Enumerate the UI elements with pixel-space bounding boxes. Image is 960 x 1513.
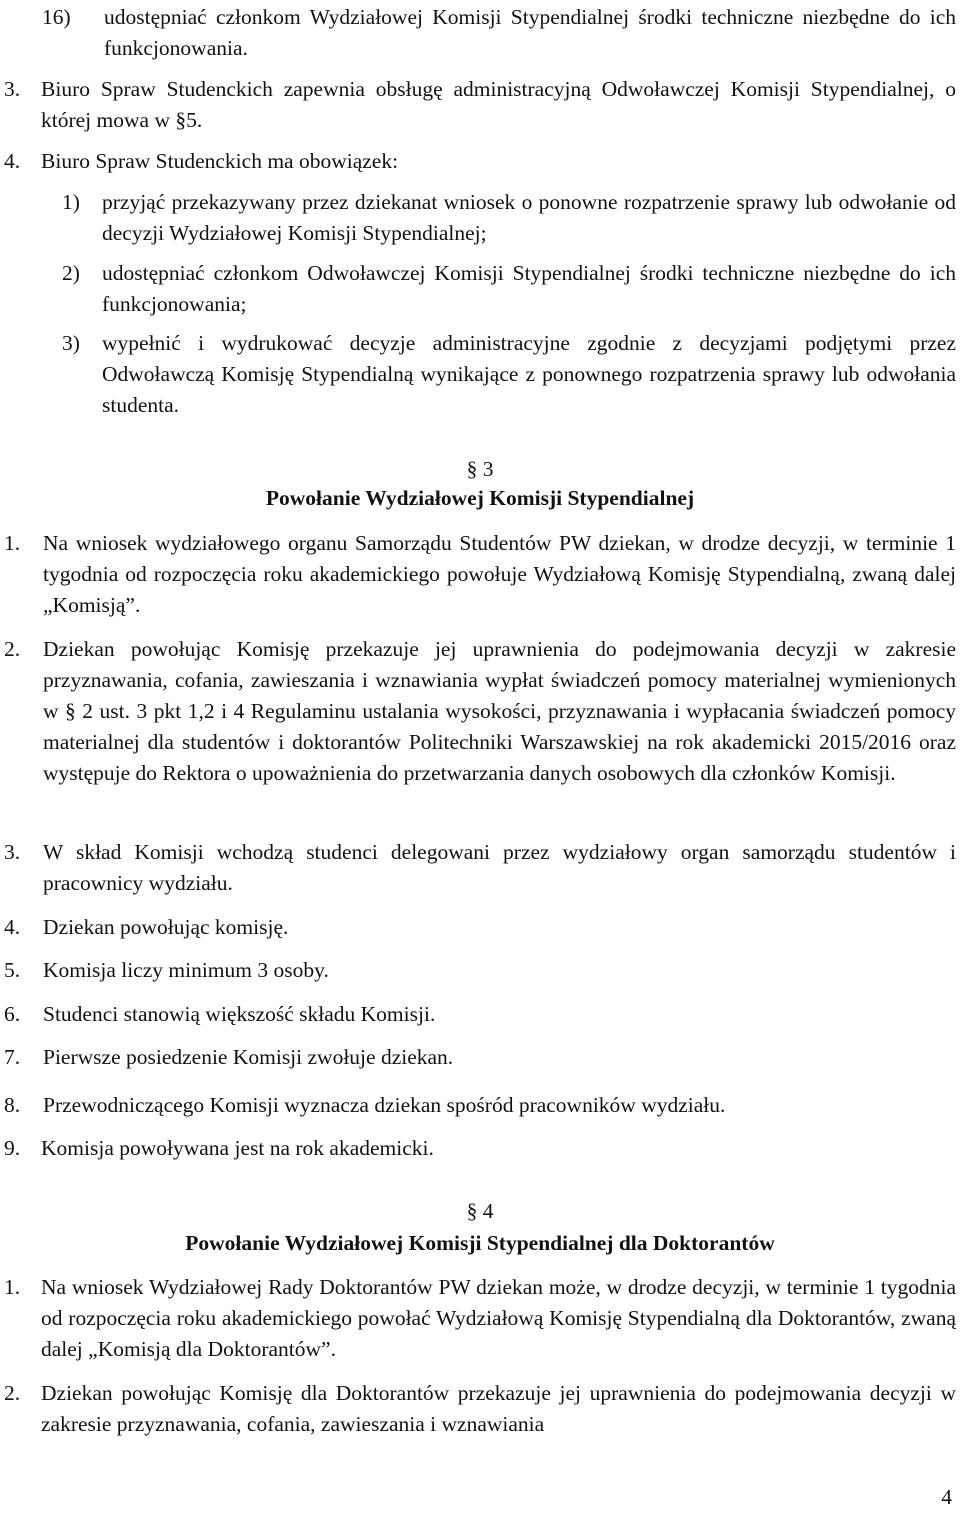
s3-paragraph-1: [4, 528, 956, 621]
item-number: 16): [42, 5, 71, 29]
page-number: 4: [941, 1485, 952, 1509]
paragraph-text: Studenci stanowią większość składu Komisji.: [43, 1002, 436, 1026]
list-item-1: [62, 187, 956, 249]
paragraph-3: [4, 74, 956, 136]
paragraph-text: Dziekan powołując Komisję przekazuje jej uprawnienia do podejmowania decyzji w zakresie przyznawania, cofania, zawieszania i wznawiania wypłat świadczeń pomocy materialnej wymienionych w § 2 ust. 3 pkt 1,2 i 4 Regulaminu ustalania wysokości, przyznawania i wypłacania świadczeń pomocy materialnej dla studentów i doktorantów Politechniki Warszawskiej na rok akademicki 2015/2016 oraz występuje do Rektora o upoważnienia do przetwarzania danych osobowych dla członków Komisji.: [43, 637, 956, 785]
s3-paragraph-3: [4, 837, 956, 899]
s3-paragraph-9: [4, 1133, 956, 1164]
s3-paragraph-6: [4, 999, 956, 1030]
paragraph-number: 5.: [4, 958, 21, 982]
paragraph-number: 2.: [4, 637, 21, 661]
paragraph-number: 4.: [4, 915, 21, 939]
item-number: 2): [62, 261, 80, 285]
s3-paragraph-5: [4, 955, 956, 986]
section-3-title: Powołanie Wydziałowej Komisji Stypendialnej: [265, 486, 695, 510]
item-text: wypełnić i wydrukować decyzje administracyjne zgodnie z decyzjami podjętymi przez Odwoławczą Komisję Stypendialną wynikające z ponownego rozpatrzenia sprawy lub odwołania studenta.: [102, 331, 956, 417]
paragraph-number: 9.: [4, 1136, 21, 1160]
item-number: 3): [62, 331, 80, 355]
paragraph-text: Przewodniczącego Komisji wyznacza dziekan spośród pracowników wydziału.: [43, 1093, 726, 1117]
paragraph-4: [4, 146, 956, 177]
s3-paragraph-7: [4, 1042, 956, 1073]
paragraph-text: Dziekan powołując komisję.: [43, 915, 289, 939]
list-item-3: [62, 328, 956, 421]
s3-paragraph-2: [4, 634, 956, 789]
item-text: udostępniać członkom Odwoławczej Komisji Stypendialnej środki techniczne niezbędne do ich funkcjonowania;: [102, 261, 956, 316]
s3-paragraph-4: [4, 912, 956, 943]
s4-paragraph-2: [4, 1378, 956, 1440]
section-sign-3: § 3: [466, 457, 494, 481]
s3-paragraph-8: [4, 1090, 956, 1121]
paragraph-number: 6.: [4, 1002, 21, 1026]
paragraph-text: Na wniosek Wydziałowej Rady Doktorantów PW dziekan może, w drodze decyzji, w terminie 1 tygodnia od rozpoczęcia roku akademickiego powołać Wydziałową Komisję Stypendialną dla Doktorantów, zwaną dalej „Komisją dla Doktorantów”.: [41, 1275, 956, 1361]
paragraph-number: 1.: [4, 1275, 21, 1299]
section-sign-4: § 4: [466, 1199, 494, 1223]
item-number: 1): [62, 190, 80, 214]
paragraph-number: 1.: [4, 531, 21, 555]
item-text: udostępniać członkom Wydziałowej Komisji Stypendialnej środki techniczne niezbędne do ich funkcjonowania.: [104, 5, 956, 60]
paragraph-number: 2.: [4, 1381, 21, 1405]
paragraph-text: Komisja powoływana jest na rok akademicki.: [41, 1136, 434, 1160]
section-4-title: Powołanie Wydziałowej Komisji Stypendialnej dla Doktorantów: [185, 1231, 775, 1255]
paragraph-text: Pierwsze posiedzenie Komisji zwołuje dziekan.: [43, 1045, 454, 1069]
paragraph-text: Komisja liczy minimum 3 osoby.: [43, 958, 329, 982]
item-text: przyjąć przekazywany przez dziekanat wniosek o ponowne rozpatrzenie sprawy lub odwołanie od decyzji Wydziałowej Komisji Stypendialnej;: [102, 190, 956, 245]
paragraph-number: 8.: [4, 1093, 21, 1117]
paragraph-text: Na wniosek wydziałowego organu Samorządu Studentów PW dziekan, w drodze decyzji, w terminie 1 tygodnia od rozpoczęcia roku akademickiego powołuje Wydziałową Komisję Stypendialną, zwaną dalej „Komisją”.: [43, 531, 956, 617]
paragraph-text: W skład Komisji wchodzą studenci delegowani przez wydziałowy organ samorządu studentów i pracownicy wydziału.: [43, 840, 956, 895]
paragraph-number: 4.: [4, 149, 21, 173]
paragraph-number: 7.: [4, 1045, 21, 1069]
s4-paragraph-1: [4, 1272, 956, 1365]
paragraph-text: Dziekan powołując Komisję dla Doktorantów przekazuje jej uprawnienia do podejmowania decyzji w zakresie przyznawania, cofania, zawieszania i wznawiania: [41, 1381, 956, 1436]
list-item-2: [62, 258, 956, 320]
paragraph-text: Biuro Spraw Studenckich ma obowiązek:: [41, 149, 399, 173]
paragraph-number: 3.: [4, 77, 21, 101]
paragraph-number: 3.: [4, 840, 21, 864]
list-item-16: [42, 2, 956, 64]
paragraph-text: Biuro Spraw Studenckich zapewnia obsługę administracyjną Odwoławczej Komisji Stypendialnej, o której mowa w §5.: [41, 77, 956, 132]
